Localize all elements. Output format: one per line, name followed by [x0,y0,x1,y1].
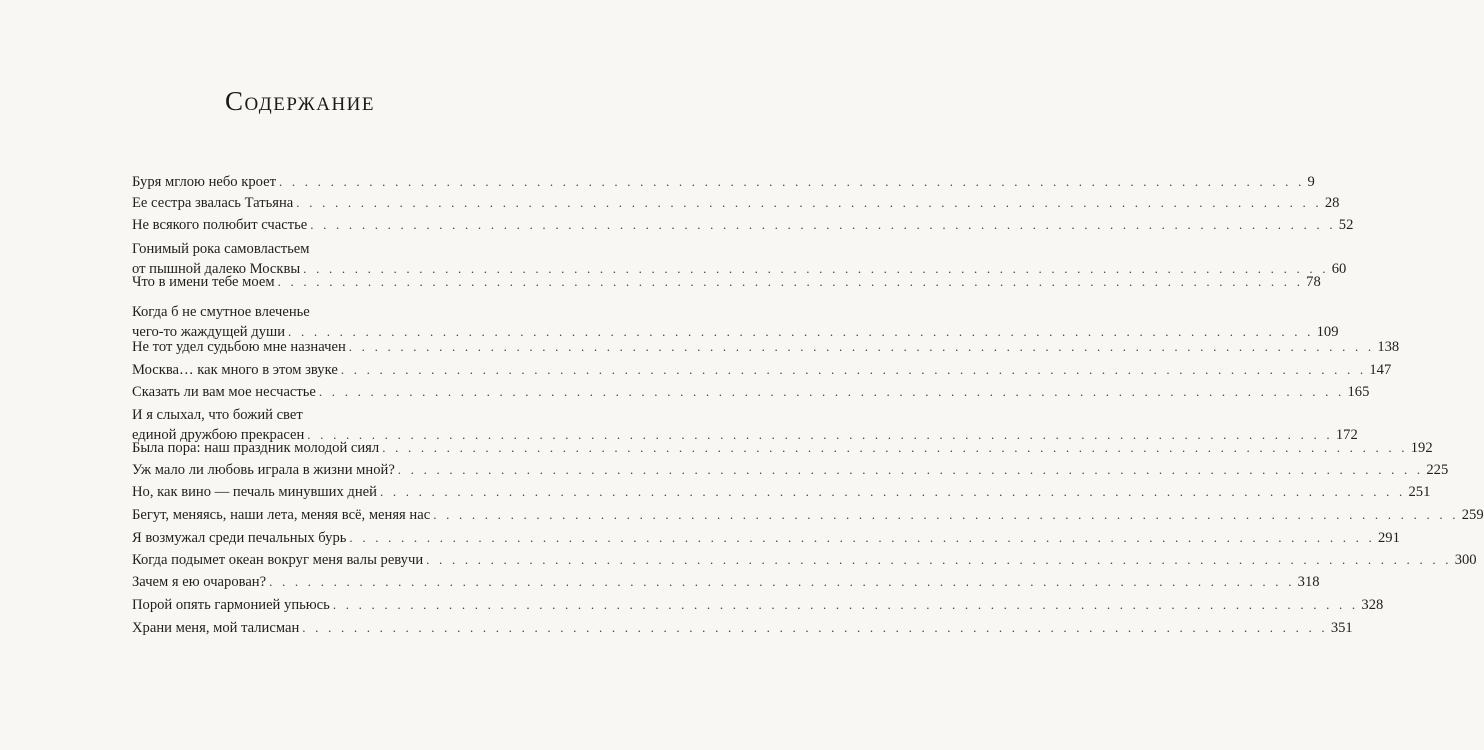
dot-leader: . . . . . . . . . . . . . . . . . . . . . . . . . . . . . . . . . . . . . . . . . . . . . . . . . . . . . . . . . . . . . . . . . . . . . . . . . . . . . . . . [288,324,1314,339]
toc-entry-title: Не всякого полюбит счастье [132,217,308,233]
toc-entry-title: Гонимый рока самовластьем [132,241,310,257]
toc-page-number: 138 [1377,339,1400,355]
dot-leader: . . . . . . . . . . . . . . . . . . . . . . . . . . . . . . . . . . . . . . . . . . . . . . . . . . . . . . . . . . . . . . . . . . . . . . . . . . . . . . . . [303,261,1329,276]
toc-entry[interactable] [132,528,1400,547]
toc-entry-title: Не тот удел судьбою мне назначен [132,339,346,355]
toc-entry[interactable] [132,303,1339,341]
toc-entry[interactable] [132,382,1370,401]
dot-leader: . . . . . . . . . . . . . . . . . . . . . . . . . . . . . . . . . . . . . . . . . . . . . . . . . . . . . . . . . . . . . . . . . . . . . . . . . . . . . . . . [382,440,1408,455]
dot-leader: . . . . . . . . . . . . . . . . . . . . . . . . . . . . . . . . . . . . . . . . . . . . . . . . . . . . . . . . . . . . . . . . . . . . . . . . . . . . . . . . [397,462,1424,477]
toc-entry-title: Что в имени тебе моем [132,274,275,290]
toc-entry-title: Храни меня, мой талисман [132,620,300,636]
dot-leader: . . . . . . . . . . . . . . . . . . . . . . . . . . . . . . . . . . . . . . . . . . . . . . . . . . . . . . . . . . . . . . . . . . . . . . . . . . . . . . . . [310,217,1336,232]
toc-entry[interactable] [132,360,1392,379]
toc-entry-title: Порой опять гармонией упьюсь [132,597,330,613]
toc-page-number: 147 [1369,362,1392,378]
toc-page-number: 52 [1338,217,1354,233]
dot-leader: . . . . . . . . . . . . . . . . . . . . . . . . . . . . . . . . . . . . . . . . . . . . . . . . . . . . . . . . . . . . . . . . . . . . . . . . . . . . . . . . [296,195,1322,210]
dot-leader: . . . . . . . . . . . . . . . . . . . . . . . . . . . . . . . . . . . . . . . . . . . . . . . . . . . . . . . . . . . . . . . . . . . . . . . . . . . . . . . . [340,362,1367,377]
dot-leader: . . . . . . . . . . . . . . . . . . . . . . . . . . . . . . . . . . . . . . . . . . . . . . . . . . . . . . . . . . . . . . . . . . . . . . . . . . . . . . . . [278,174,1305,189]
toc-entry[interactable] [132,618,1353,637]
dot-leader: . . . . . . . . . . . . . . . . . . . . . . . . . . . . . . . . . . . . . . . . . . . . . . . . . . . . . . . . . . . . . . . . . . . . . . . . . . . . . . . . [269,574,1295,589]
toc-entry-title: Была пора: наш праздник молодой сиял [132,440,380,456]
toc-entry[interactable] [132,460,1449,479]
toc-entry[interactable] [132,337,1400,356]
toc-entry[interactable] [132,215,1354,234]
toc-entry-title: чего-то жаждущей души [132,324,286,340]
toc-entry-title: Буря мглою небо кроет [132,174,276,190]
toc-entry-title: Но, как вино — печаль минувших дней [132,484,377,500]
toc-page-number: 328 [1361,597,1384,613]
toc-page-number: 318 [1297,574,1320,590]
toc-entry[interactable] [132,482,1431,501]
toc-page-number: 251 [1408,484,1431,500]
toc-page-number: 78 [1306,274,1321,290]
toc-entry-title: Сказать ли вам мое несчастье [132,384,316,400]
toc-page-number: 165 [1347,384,1370,400]
dot-leader: . . . . . . . . . . . . . . . . . . . . . . . . . . . . . . . . . . . . . . . . . . . . . . . . . . . . . . . . . . . . . . . . . . . . . . . . . . . . . . . . [433,507,1459,522]
toc-page-number: 259 [1461,507,1484,523]
toc-entry-title: единой дружбою прекрасен [132,427,305,443]
dot-leader: . . . . . . . . . . . . . . . . . . . . . . . . . . . . . . . . . . . . . . . . . . . . . . . . . . . . . . . . . . . . . . . . . . . . . . . . . . . . . . . . [348,339,1375,354]
toc-entry[interactable] [132,595,1384,614]
dot-leader: . . . . . . . . . . . . . . . . . . . . . . . . . . . . . . . . . . . . . . . . . . . . . . . . . . . . . . . . . . . . . . . . . . . . . . . . . . . . . . . . [349,530,1375,545]
toc-page-number: 109 [1316,324,1339,340]
toc-entry[interactable] [132,550,1477,569]
toc-page-number: 172 [1335,427,1358,443]
dot-leader: . . . . . . . . . . . . . . . . . . . . . . . . . . . . . . . . . . . . . . . . . . . . . . . . . . . . . . . . . . . . . . . . . . . . . . . . . . . . . . . . [307,427,1333,442]
toc-entry-title: Бегут, меняясь, наши лета, меняя всё, меняя нас [132,507,431,523]
toc-entry-title: Уж мало ли любовь играла в жизни мной? [132,462,395,478]
dot-leader: . . . . . . . . . . . . . . . . . . . . . . . . . . . . . . . . . . . . . . . . . . . . . . . . . . . . . . . . . . . . . . . . . . . . . . . . . . . . . . . . [277,274,1304,289]
toc-entry-title: И я слыхал, что божий свет [132,407,303,423]
dot-leader: . . . . . . . . . . . . . . . . . . . . . . . . . . . . . . . . . . . . . . . . . . . . . . . . . . . . . . . . . . . . . . . . . . . . . . . . . . . . . . . . [379,484,1406,499]
dot-leader: . . . . . . . . . . . . . . . . . . . . . . . . . . . . . . . . . . . . . . . . . . . . . . . . . . . . . . . . . . . . . . . . . . . . . . . . . . . . . . . . [426,552,1452,567]
toc-page-number: 300 [1454,552,1477,568]
dot-leader: . . . . . . . . . . . . . . . . . . . . . . . . . . . . . . . . . . . . . . . . . . . . . . . . . . . . . . . . . . . . . . . . . . . . . . . . . . . . . . . . [318,384,1345,399]
toc-entry-title: Ее сестра звалась Татьяна [132,195,294,211]
toc-page-number: 60 [1331,261,1347,277]
toc-page-number: 9 [1307,174,1315,190]
toc-entry[interactable] [132,193,1340,212]
toc-entry-title: Когда б не смутное влеченье [132,304,310,320]
toc-entry[interactable] [132,572,1320,591]
dot-leader: . . . . . . . . . . . . . . . . . . . . . . . . . . . . . . . . . . . . . . . . . . . . . . . . . . . . . . . . . . . . . . . . . . . . . . . . . . . . . . . . [302,620,1328,635]
page-title: Содержание [224,86,376,116]
toc-page-number: 351 [1330,620,1353,636]
toc-entry[interactable] [132,438,1433,457]
toc-entry[interactable] [132,272,1321,291]
toc-entry[interactable] [132,172,1315,191]
dot-leader: . . . . . . . . . . . . . . . . . . . . . . . . . . . . . . . . . . . . . . . . . . . . . . . . . . . . . . . . . . . . . . . . . . . . . . . . . . . . . . . . [332,597,1359,612]
toc-entry-title: Москва… как много в этом звуке [132,362,338,378]
toc-entry-title: от пышной далеко Москвы [132,261,301,277]
toc-entry-title: Я возмужал среди печальных бурь [132,530,347,546]
toc-entry[interactable] [132,505,1484,524]
toc-entry-title: Зачем я ею очарован? [132,574,267,590]
toc-page-number: 28 [1324,195,1340,211]
toc-page-number: 225 [1426,462,1449,478]
toc-page-number: 192 [1410,440,1433,456]
toc-page-number: 291 [1377,530,1400,546]
toc-entry-title: Когда подымет океан вокруг меня валы ревучи [132,552,424,568]
